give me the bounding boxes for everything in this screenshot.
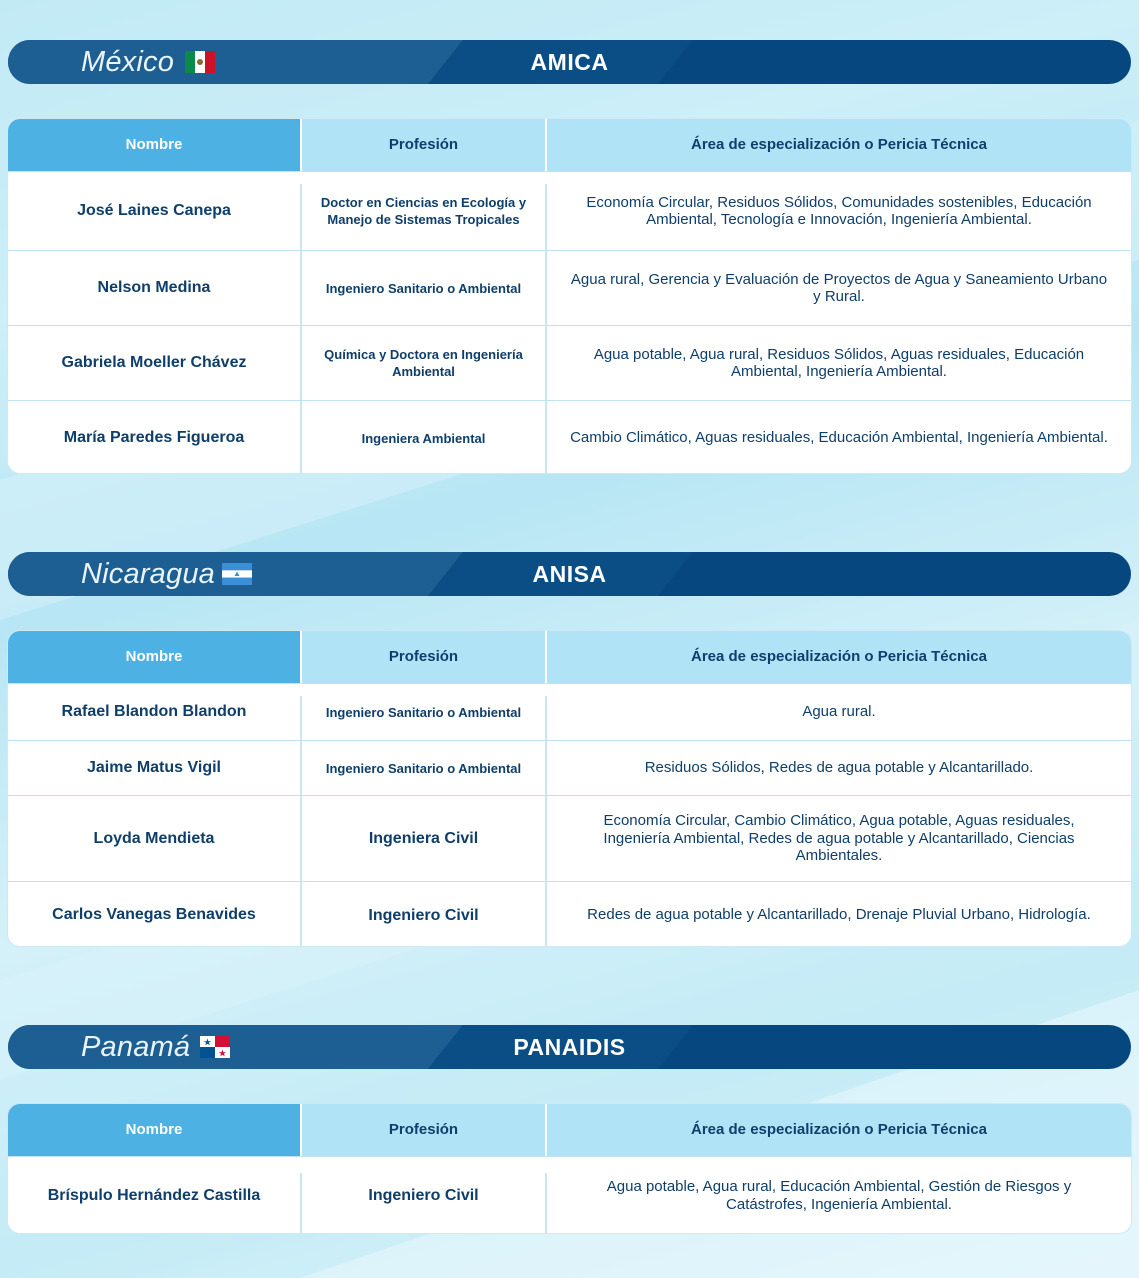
profession-cell: Química y Doctora en Ingeniería Ambiental: [324, 347, 523, 379]
header-area: Área de especialización o Pericia Técnica: [547, 1104, 1131, 1156]
name-cell: Bríspulo Hernández Castilla: [47, 1186, 261, 1204]
table-row: [8, 400, 1131, 473]
header-nombre: Nombre: [8, 631, 300, 683]
country-name: Nicaragua: [81, 558, 215, 590]
area-cell: Redes de agua potable y Alcantarillado, Drenaje Pluvial Urbano, Hidrología.: [587, 906, 1091, 924]
country-name: México: [81, 46, 175, 78]
name-cell: Jaime Matus Vigil: [87, 759, 221, 776]
country-banner: [8, 552, 1131, 596]
header-profesion: Profesión: [302, 631, 545, 683]
name-cell: María Paredes Figueroa: [63, 429, 245, 446]
area-cell: Agua rural, Gerencia y Evaluación de Proyectos de Agua y Saneamiento Urbano y Rural.: [570, 270, 1108, 305]
area-cell: Economía Circular, Cambio Climático, Agua potable, Aguas residuales, Ingeniería Ambiental, Redes de agua potable y Alcantarillado, Ciencias Ambientales.: [603, 812, 1075, 865]
country-banner: [8, 1025, 1131, 1069]
table-header: [8, 1104, 1131, 1156]
profession-cell: Ingeniero Civil: [368, 906, 479, 924]
header-nombre: Nombre: [8, 119, 300, 171]
area-cell: Cambio Climático, Aguas residuales, Educación Ambiental, Ingeniería Ambiental.: [570, 429, 1108, 447]
name-cell: Nelson Medina: [97, 279, 211, 296]
profession-cell: Ingeniera Civil: [368, 830, 479, 847]
experts-table: [8, 631, 1131, 946]
profession-cell: Ingeniero Civil: [368, 1187, 479, 1204]
name-cell: Gabriela Moeller Chávez: [61, 354, 247, 371]
table-row: [8, 740, 1131, 795]
table-row: [8, 683, 1131, 740]
header-profesion: Profesión: [302, 1104, 545, 1156]
header-area: Área de especialización o Pericia Técnica: [547, 631, 1131, 683]
organization-name: PANAIDIS: [513, 1034, 626, 1060]
experts-table: [8, 1104, 1131, 1233]
profession-cell: Doctor en Ciencias en Ecología y Manejo de Sistemas Tropicales: [320, 195, 527, 227]
profession-cell: Ingeniera Ambiental: [361, 430, 486, 446]
table-row: [8, 171, 1131, 250]
table-row: [8, 250, 1131, 325]
profession-cell: Ingeniero Sanitario o Ambiental: [325, 760, 522, 776]
profession-cell: Ingeniero Sanitario o Ambiental: [325, 704, 522, 720]
area-cell: Agua potable, Agua rural, Residuos Sólidos, Aguas residuales, Educación Ambiental, Ingeniería Ambiental.: [593, 345, 1085, 380]
profession-cell: Ingeniero Sanitario o Ambiental: [325, 280, 522, 296]
country-banner: [8, 40, 1131, 84]
table-row: [8, 881, 1131, 946]
name-cell: Loyda Mendieta: [93, 829, 215, 847]
area-cell: Economía Circular, Residuos Sólidos, Comunidades sostenibles, Educación Ambiental, Tecnología e Innovación, Ingeniería Ambiental.: [586, 193, 1092, 228]
experts-table: [8, 119, 1131, 473]
header-area: Área de especialización o Pericia Técnica: [547, 119, 1131, 171]
section-panama: [8, 1025, 1131, 1213]
table-row: [8, 1156, 1131, 1233]
table-header: [8, 119, 1131, 171]
organization-name: AMICA: [530, 49, 609, 75]
area-cell: Agua potable, Agua rural, Educación Ambiental, Gestión de Riesgos y Catástrofes, Ingeniería Ambiental.: [606, 1178, 1072, 1213]
table-header: [8, 631, 1131, 683]
name-cell: Rafael Blandon Blandon: [61, 703, 247, 720]
table-row: [8, 795, 1131, 881]
country-name: Panamá: [81, 1031, 191, 1063]
section-nicaragua: [8, 552, 1131, 924]
header-profesion: Profesión: [302, 119, 545, 171]
name-cell: Carlos Vanegas Benavides: [52, 906, 256, 923]
header-nombre: Nombre: [8, 1104, 300, 1156]
area-cell: Residuos Sólidos, Redes de agua potable y Alcantarillado.: [644, 759, 1034, 777]
name-cell: José Laines Canepa: [77, 202, 231, 219]
table-row: [8, 325, 1131, 400]
area-cell: Agua rural.: [802, 703, 876, 721]
organization-name: ANISA: [532, 561, 607, 587]
section-mexico: [8, 40, 1131, 447]
